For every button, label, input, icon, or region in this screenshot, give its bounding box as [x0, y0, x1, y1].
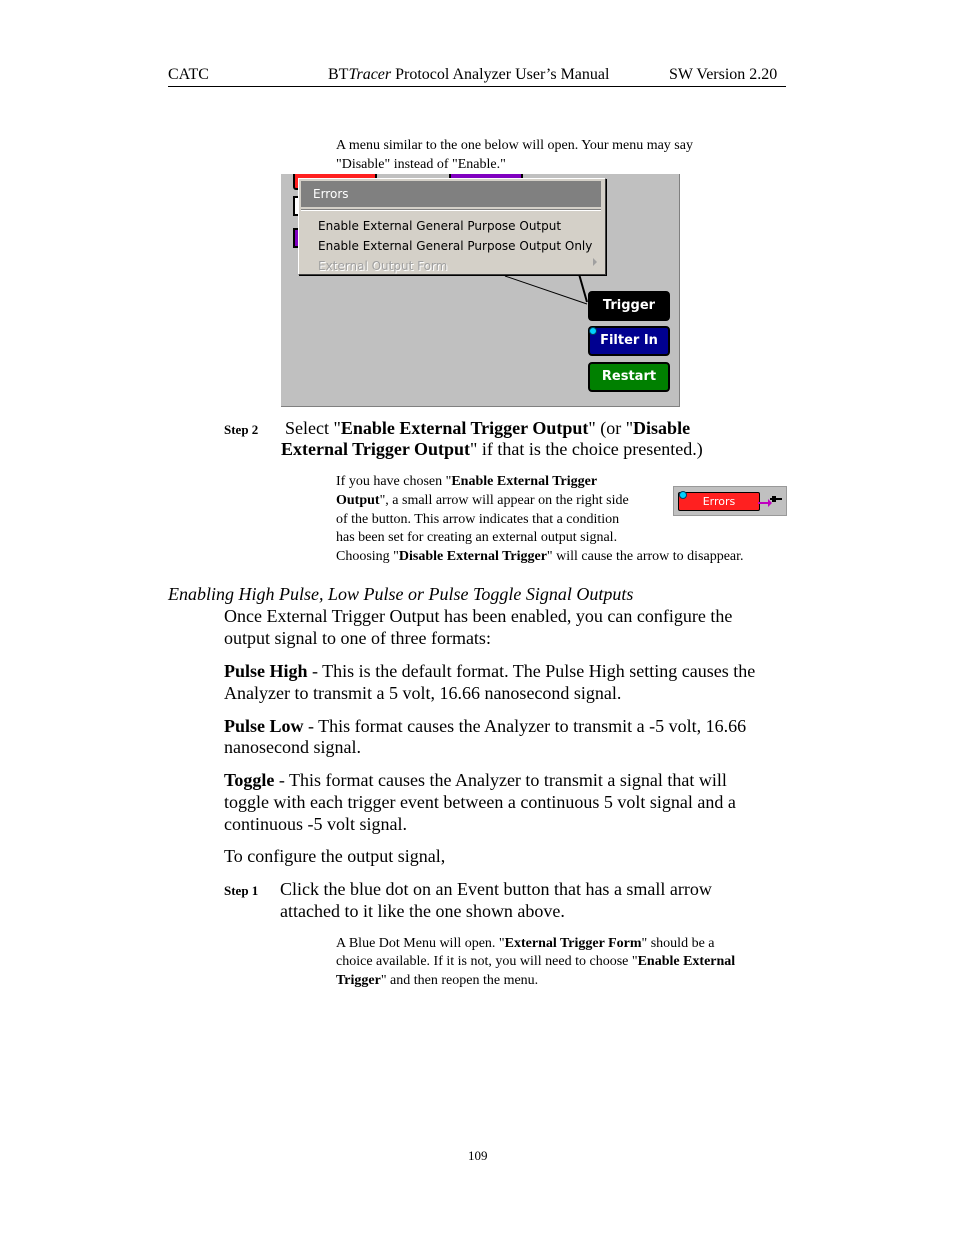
filter-in-button[interactable]: Filter In [588, 326, 670, 356]
note-1-line-2: Output", a small arrow will appear on the right side [336, 493, 629, 508]
output-arrow-icon [758, 493, 784, 509]
submenu-arrow-icon [593, 258, 597, 266]
step-2-label: Step 2 [224, 422, 259, 437]
header-title: BTTracer Protocol Analyzer User’s Manual [328, 66, 610, 83]
errors-button: Errors [678, 492, 760, 511]
step-1-line-2: attached to it like the one shown above. [280, 901, 565, 921]
note-1-line-1: If you have chosen "Enable External Trigger [336, 474, 598, 489]
blue-dot-icon [679, 491, 687, 499]
step-2-line-2: External Trigger Output" if that is the choice presented.) [281, 439, 703, 459]
pulse-high-line-1: Pulse High - This is the default format. The Pulse High setting causes the [224, 661, 756, 681]
menu-screenshot [281, 174, 680, 407]
header-version: SW Version 2.20 [669, 66, 778, 83]
step-1-line-1: Click the blue dot on an Event button that has a small arrow [280, 879, 712, 899]
toggle-line-2: toggle with each trigger event between a continuous 5 volt signal and a [224, 792, 736, 812]
trigger-button[interactable]: Trigger [588, 291, 670, 321]
note-1-line-5: Choosing "Disable External Trigger" will cause the arrow to disappear. [336, 549, 744, 564]
errors-button-image [673, 486, 787, 516]
menu-item-enable-output[interactable]: Enable External General Purpose Output [318, 219, 562, 233]
intro-line-2: "Disable" instead of "Enable." [336, 157, 506, 172]
pulse-low-line-2: nanosecond signal. [224, 737, 361, 757]
note-2-line-2: choice available. If it is not, you will need to choose "Enable External [336, 954, 736, 969]
toggle-line-3: continuous -5 volt signal. [224, 814, 407, 834]
intro-line-1: A menu similar to the one below will open. Your menu may say [336, 138, 693, 153]
context-menu [298, 178, 606, 275]
header-left: CATC [168, 66, 209, 83]
para-intro-line-2: output signal to one of three formats: [224, 628, 491, 648]
blue-dot-icon[interactable] [589, 327, 597, 335]
pulse-low-line-1: Pulse Low - This format causes the Analyzer to transmit a -5 volt, 16.66 [224, 716, 747, 736]
section-heading: Enabling High Pulse, Low Pulse or Pulse Toggle Signal Outputs [168, 584, 634, 604]
menu-item-external-output-form: External Output Form [318, 259, 448, 273]
menu-separator [301, 209, 601, 211]
header-rule [168, 86, 786, 87]
pulse-high-line-2: Analyzer to transmit a 5 volt, 16.66 nanosecond signal. [224, 683, 622, 703]
menu-item-enable-output-only[interactable]: Enable External General Purpose Output Only [318, 239, 593, 253]
note-1-line-4: has been set for creating an external output signal. [336, 530, 618, 545]
note-1-line-3: of the button. This arrow indicates that a condition [336, 512, 620, 527]
restart-button[interactable]: Restart [588, 362, 670, 392]
step-2-line-1: Select "Enable External Trigger Output" (or "Disable [285, 418, 691, 438]
configure-line: To configure the output signal, [224, 846, 446, 866]
note-2-line-1: A Blue Dot Menu will open. "External Trigger Form" should be a [336, 936, 715, 951]
step-1-label: Step 1 [224, 883, 259, 898]
para-intro-line-1: Once External Trigger Output has been enabled, you can configure the [224, 606, 733, 626]
menu-title: Errors [301, 181, 601, 207]
page-number: 109 [468, 1148, 488, 1163]
toggle-line-1: Toggle - This format causes the Analyzer to transmit a signal that will [224, 770, 727, 790]
note-2-line-3: Trigger" and then reopen the menu. [336, 973, 539, 988]
